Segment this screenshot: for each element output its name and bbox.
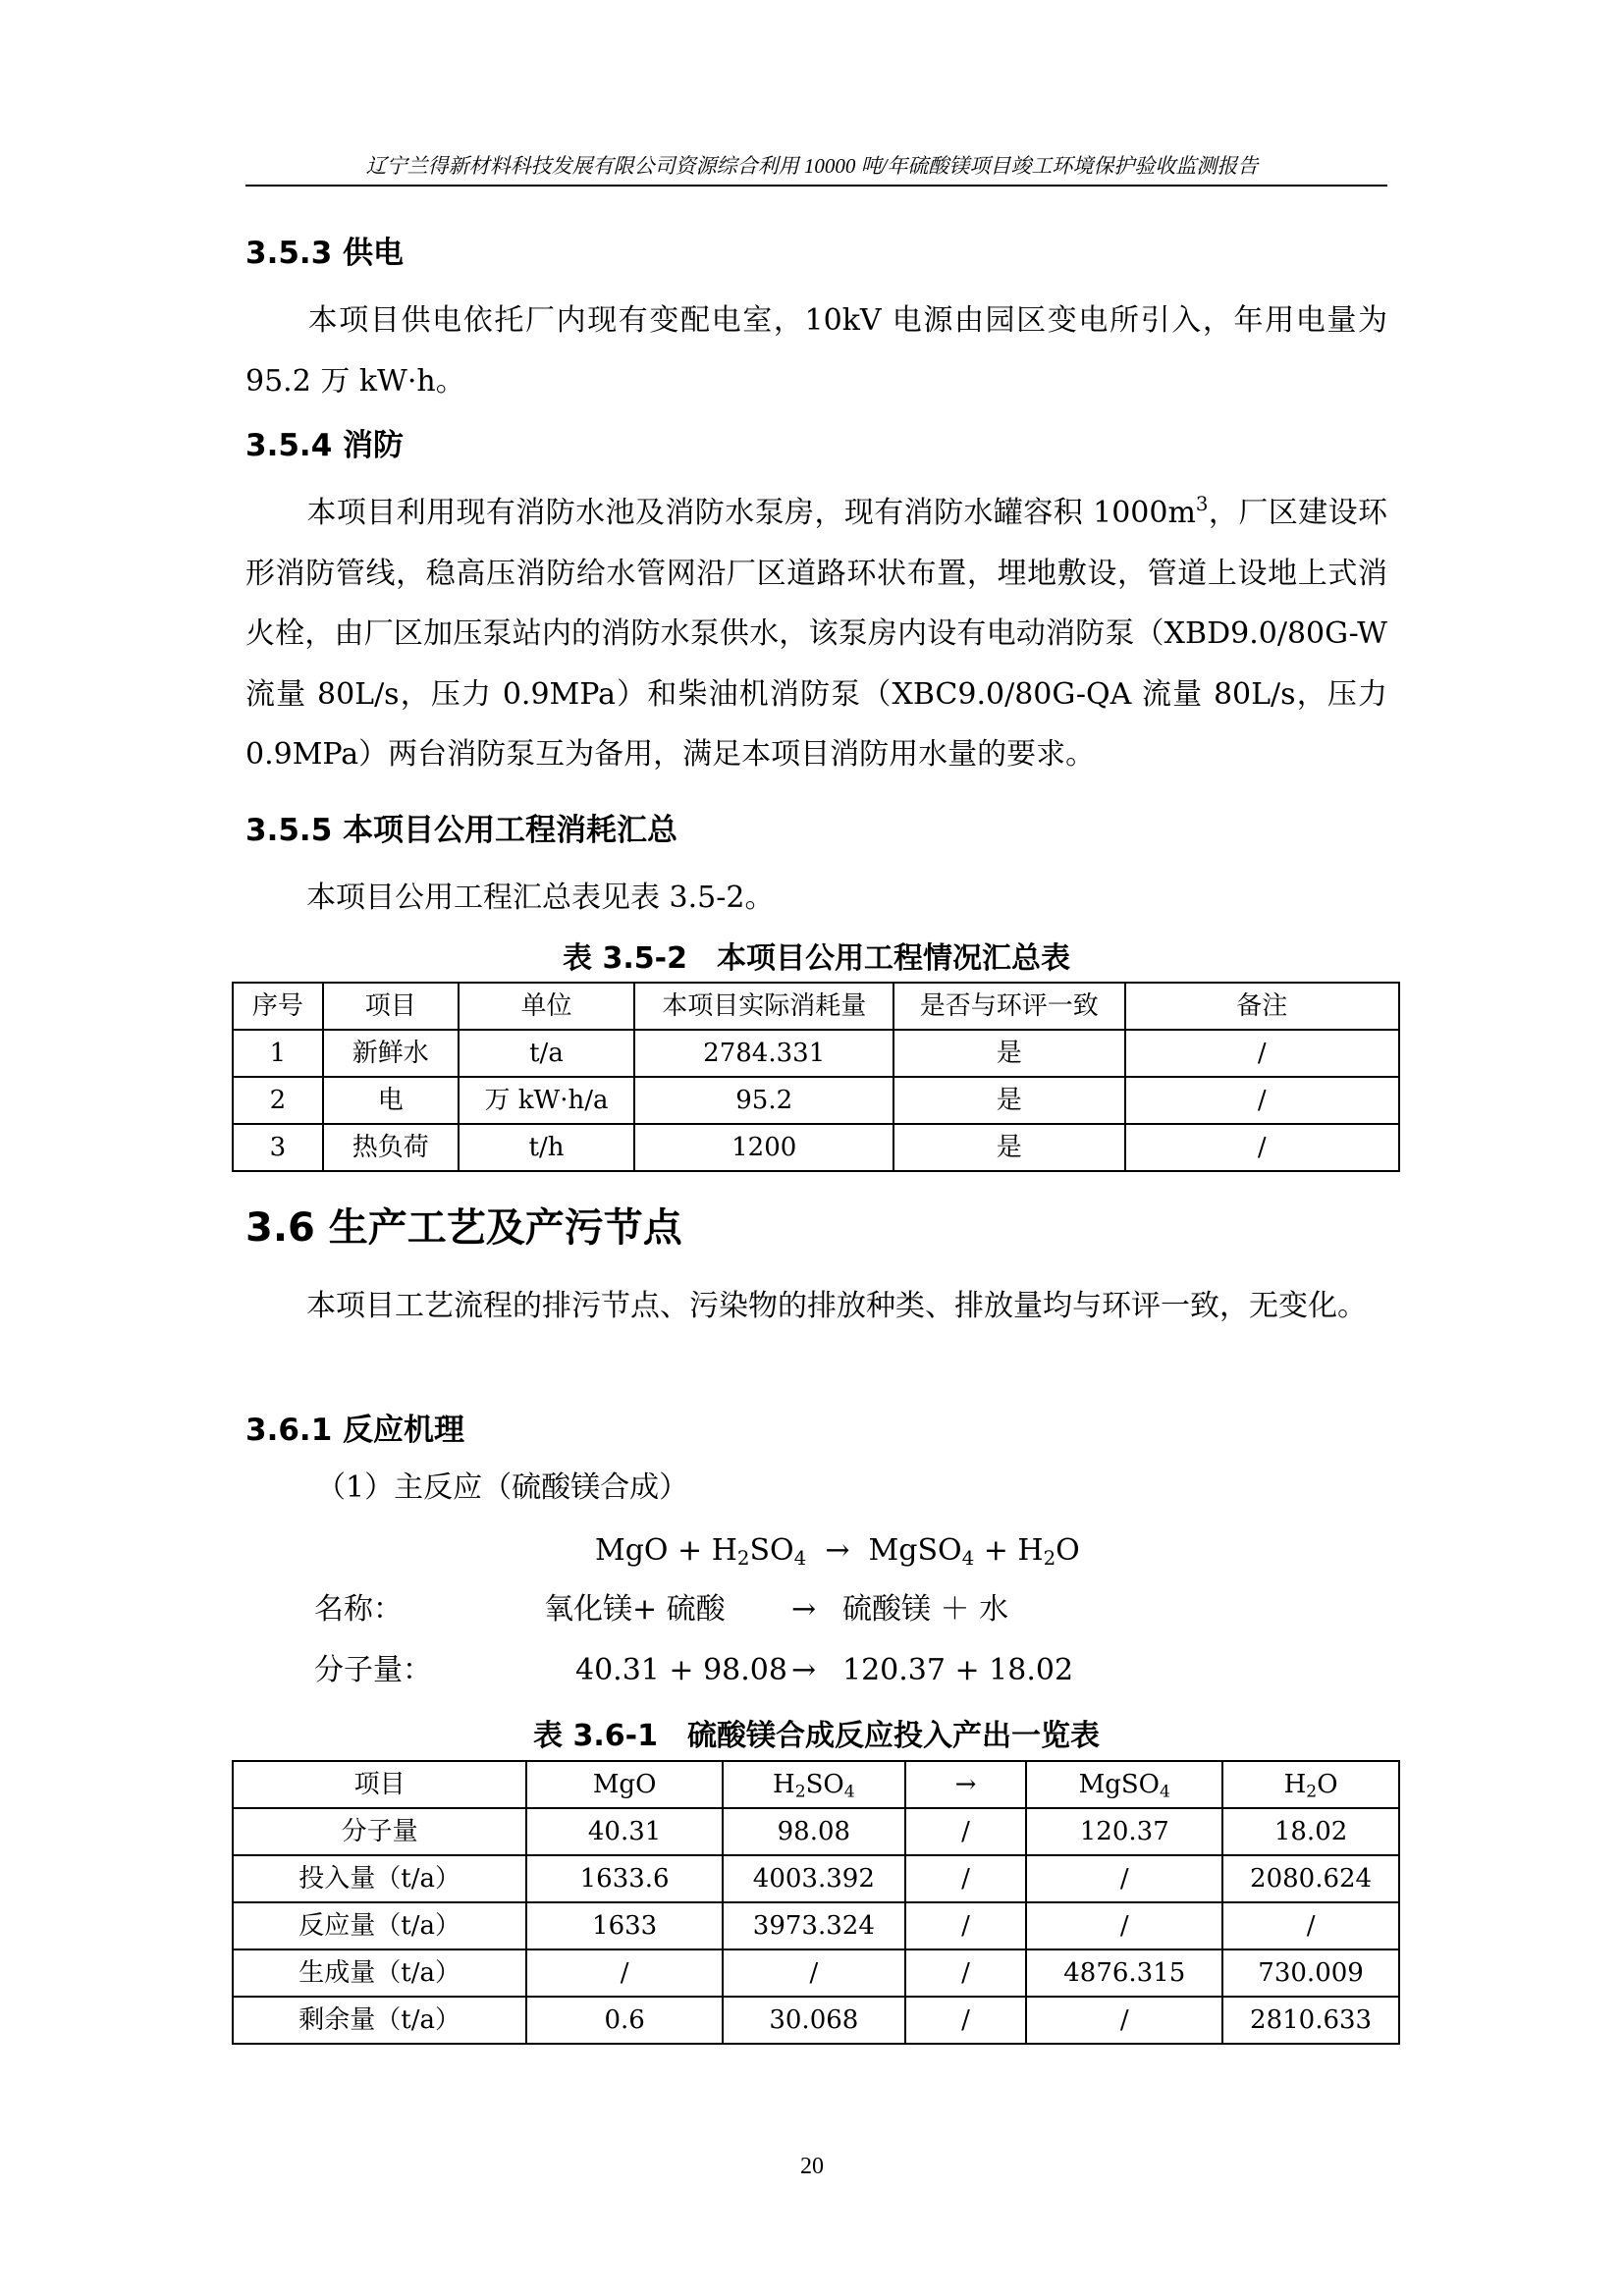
header-cell: 项目 — [233, 1761, 526, 1808]
table-cell: / — [723, 1949, 905, 1997]
equation-term: O — [1056, 1533, 1080, 1568]
equation-term: MgSO — [868, 1533, 962, 1568]
table-row — [233, 1949, 1399, 1997]
formula-subscript: 4 — [1160, 1782, 1170, 1802]
process-nodes-text: 本项目工艺流程的排污节点、污染物的排放种类、排放量均与环评一致，无变化。 — [306, 1289, 1367, 1323]
names-reactants: 氧化镁+ 硫酸 — [544, 1592, 726, 1627]
table-3-6-1 — [232, 1760, 1400, 2045]
paragraph-process-nodes — [245, 1276, 1387, 1337]
table-3-5-2-caption: 表 3.5-2 本项目公用工程情况汇总表 — [563, 941, 1070, 976]
formula-part: O — [1317, 1770, 1338, 1799]
table-cell: / — [1125, 1030, 1399, 1077]
equation-subscript: 2 — [736, 1546, 750, 1570]
table-cell: / — [905, 1855, 1027, 1902]
heading-3-5-3: 3.5.3 供电 — [245, 236, 405, 271]
fire-text-part-2: ，厂区建设环形消防管线，稳高压消防给水管网沿厂区道路环状布置，埋地敷设，管道上设地上式消火栓，由厂区加压泵站内的消防水泵供水，该泵房内设有电动消防泵（XBD9.0/80G-W 流量 80L/s，压力 0.9MPa）和柴油机消防泵（XBC9.0/80G-QA 流量 80L/s，压力 0.9MPa）两台消防泵互为备用，满足本项目消防用水量的要求。 — [245, 496, 1387, 772]
table-cell: 电 — [323, 1077, 459, 1124]
table-cell: / — [526, 1949, 723, 1997]
table-row — [233, 1030, 1399, 1077]
table-cell: t/a — [459, 1030, 635, 1077]
header-cell: 备注 — [1125, 983, 1399, 1030]
table-cell: 是 — [893, 1077, 1125, 1124]
header-cell: MgO — [526, 1761, 723, 1808]
formula-part: MgSO — [1078, 1770, 1160, 1799]
table-cell: 2784.331 — [634, 1030, 893, 1077]
header-rule — [245, 185, 1387, 187]
names-label: 名称： — [314, 1592, 403, 1627]
formula-subscript: 2 — [794, 1782, 806, 1802]
fire-text-superscript: 3 — [1195, 493, 1209, 516]
table-cell: 1633 — [526, 1902, 723, 1949]
mw-products: 120.37 + 18.02 — [842, 1653, 1074, 1687]
table-cell: / — [905, 1808, 1027, 1855]
reaction-equation — [595, 1531, 1080, 1571]
table-cell: / — [1026, 1997, 1222, 2044]
table-cell: 3 — [233, 1124, 323, 1171]
table-cell: 生成量（t/a） — [233, 1949, 526, 1997]
table-cell: 18.02 — [1222, 1808, 1399, 1855]
header-cell: 本项目实际消耗量 — [634, 983, 893, 1030]
table-cell: 95.2 — [634, 1077, 893, 1124]
reaction-arrow-icon: → — [825, 1533, 850, 1568]
header-cell: 序号 — [233, 983, 323, 1030]
heading-3-5-5: 3.5.5 本项目公用工程消耗汇总 — [245, 813, 678, 848]
table-cell: / — [905, 1902, 1027, 1949]
formula-subscript: 4 — [843, 1782, 855, 1802]
table-cell: 是 — [893, 1124, 1125, 1171]
table-cell: / — [1125, 1077, 1399, 1124]
fire-text-part-1: 本项目利用现有消防水池及消防水泵房，现有消防水罐容积 1000m — [306, 496, 1196, 530]
names-arrow-icon: → — [791, 1592, 817, 1627]
paragraph-fire-protection — [245, 483, 1387, 785]
header-cell: 单位 — [459, 983, 635, 1030]
table-cell: / — [1222, 1902, 1399, 1949]
main-reaction-item: （1）主反应（硫酸镁合成） — [316, 1470, 689, 1505]
table-cell: 2810.633 — [1222, 1997, 1399, 2044]
table-3-5-2 — [232, 982, 1400, 1172]
table-cell: / — [905, 1997, 1027, 2044]
header-cell: 是否与环评一致 — [893, 983, 1125, 1030]
formula-part: H — [773, 1770, 795, 1799]
paragraph-power-supply-text: 本项目供电依托厂内现有变配电室，10kV 电源由园区变电所引入，年用电量为 95.2 万 kW·h。 — [245, 303, 1387, 399]
table-cell: / — [1026, 1902, 1222, 1949]
utility-summary-text: 本项目公用工程汇总表见表 3.5-2。 — [306, 881, 775, 915]
table-header-row — [233, 1761, 1399, 1808]
table-cell: / — [1125, 1124, 1399, 1171]
table-cell: 730.009 — [1222, 1949, 1399, 1997]
paragraph-utility-summary — [245, 868, 1387, 929]
table-cell: 40.31 — [526, 1808, 723, 1855]
table-cell: 1 — [233, 1030, 323, 1077]
table-cell: 分子量 — [233, 1808, 526, 1855]
table-row — [233, 1902, 1399, 1949]
table-row — [233, 1855, 1399, 1902]
page-number: 20 — [800, 2154, 824, 2179]
table-cell: 1200 — [634, 1124, 893, 1171]
table-header-row — [233, 983, 1399, 1030]
mw-reactants: 40.31 + 98.08 — [575, 1653, 787, 1687]
table-cell: 98.08 — [723, 1808, 905, 1855]
heading-3-6: 3.6 生产工艺及产污节点 — [245, 1205, 682, 1251]
table-cell: 是 — [893, 1030, 1125, 1077]
equation-subscript: 2 — [1043, 1546, 1056, 1570]
header-cell: 项目 — [323, 983, 459, 1030]
formula-subscript: 2 — [1306, 1782, 1318, 1802]
table-cell: / — [905, 1949, 1027, 1997]
table-cell: 3973.324 — [723, 1902, 905, 1949]
equation-term: + H — [974, 1533, 1044, 1568]
table-row — [233, 1077, 1399, 1124]
header-arrow-icon: → — [905, 1761, 1027, 1808]
names-products: 硫酸镁 ＋ 水 — [842, 1592, 1009, 1627]
equation-term: MgO + H — [595, 1533, 737, 1568]
mw-arrow-icon: → — [791, 1653, 817, 1687]
table-row — [233, 1808, 1399, 1855]
table-cell: 2 — [233, 1077, 323, 1124]
equation-subscript: 4 — [961, 1546, 975, 1570]
header-cell — [1026, 1761, 1222, 1808]
equation-term: SO — [749, 1533, 794, 1568]
heading-3-5-4: 3.5.4 消防 — [245, 428, 405, 463]
table-cell: 热负荷 — [323, 1124, 459, 1171]
formula-part: H — [1283, 1770, 1307, 1799]
formula-part: SO — [805, 1770, 844, 1799]
mw-label: 分子量： — [314, 1653, 432, 1687]
table-cell: 30.068 — [723, 1997, 905, 2044]
table-cell: / — [1026, 1855, 1222, 1902]
table-row — [233, 1997, 1399, 2044]
heading-3-6-1: 3.6.1 反应机理 — [245, 1413, 465, 1448]
table-3-6-1-caption: 表 3.6-1 硫酸镁合成反应投入产出一览表 — [533, 1719, 1100, 1753]
table-cell: 2080.624 — [1222, 1855, 1399, 1902]
table-cell: 4003.392 — [723, 1855, 905, 1902]
table-cell: 1633.6 — [526, 1855, 723, 1902]
paragraph-power-supply — [245, 291, 1387, 411]
header-cell — [1222, 1761, 1399, 1808]
header-cell — [723, 1761, 905, 1808]
table-cell: 120.37 — [1026, 1808, 1222, 1855]
table-cell: 万 kW·h/a — [459, 1077, 635, 1124]
table-cell: 新鲜水 — [323, 1030, 459, 1077]
running-header: 辽宁兰得新材料科技发展有限公司资源综合利用 10000 吨/年硫酸镁项目竣工环境保护验收监测报告 — [365, 154, 1259, 178]
table-cell: 0.6 — [526, 1997, 723, 2044]
table-cell: 4876.315 — [1026, 1949, 1222, 1997]
table-cell: 反应量（t/a） — [233, 1902, 526, 1949]
table-cell: t/h — [459, 1124, 635, 1171]
table-row — [233, 1124, 1399, 1171]
table-cell: 投入量（t/a） — [233, 1855, 526, 1902]
equation-subscript: 4 — [793, 1546, 807, 1570]
table-cell: 剩余量（t/a） — [233, 1997, 526, 2044]
